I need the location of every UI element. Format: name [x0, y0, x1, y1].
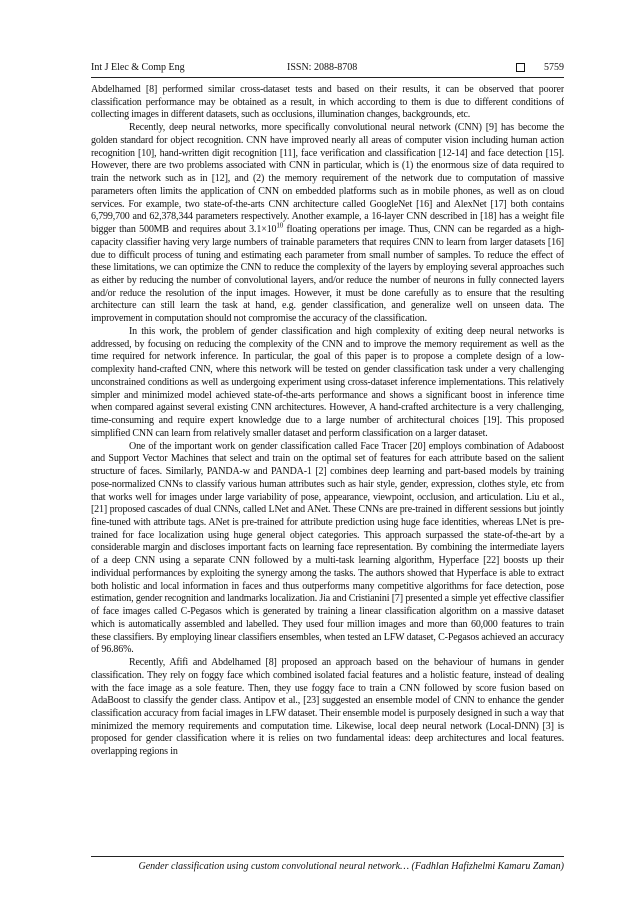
paragraph-2-part-2: floating operations per image. Thus, CNN can be regarded as a high-capacity classifier having very large numbers of trainable parameters that requires CNN to learn from larger datasets [16] due to difficult process of tuning and estimating each parameter from small number of samples. To reduce the effect of these limitations, we can optimize the CNN to reduce the complexity of the layers by employing several approaches such as either by reducing the number of convolutional layers, and/or reduce the number of neurons in fully connected layers and/or reduce the resolution of the input images. However, it must be done carefully as to ensure that the resulting architecture can still learn the task at hand, e.g. gender classification, and generalize well on unseen data. The improvement in computation should not compromise the accuracy of the classification.: [91, 224, 564, 325]
paragraph-3: In this work, the problem of gender classification and high complexity of exiting deep neural networks is addressed, by focusing on reducing the complexity of the CNN and to improve the memory requirement as well as the time required for network inference. In particular, the goal of this paper is to propose a complete design of a low-complexity hand-crafted CNN, where this network will be tested on gender classification task under a very challenging unconstrained conditions as well as undergoing experiment using cross-dataset inference implementations. This relatively simpler and minimized model achieved state-of-the-arts performance and shows a significant boost in inference time when compared against several existing CNN architectures. However, A hand-crafted architecture is a very challenging, time-consuming and require expert knowledge due to a large number of architectural choices [19]. This proposed simplified CNN can learn from relatively smaller dataset and perform classification on a larger dataset.: [91, 325, 564, 439]
checkbox-square-icon: [516, 63, 525, 72]
running-header: [91, 61, 564, 75]
running-footer: Gender classification using custom convolutional neural network… (Fadhlan Hafizhelmi Kamaru Zaman): [138, 861, 564, 872]
exponent-superscript: 10: [276, 221, 284, 230]
header-rule: [91, 77, 564, 78]
body-text: [91, 84, 564, 852]
journal-name: Int J Elec & Comp Eng: [91, 62, 185, 73]
paragraph-2: [91, 122, 564, 326]
footer-rule: [91, 856, 564, 857]
paragraph-4: One of the important work on gender classification called Face Tracer [20] employs combination of Adaboost and Support Vector Machines that select and train on the optimal set of features for each attribute based on the salient structure of faces. Similarly, PANDA-w and PANDA-1 [2] combines deep learning and part-based models by training pose-normalized CNNs to classify various human attributes such as hair style, gender, expression, clothes style, etc from that works well for images under large variability of pose, appearance, viewpoint, occlusion, and articulation. Liu et al., [21] proposed cascades of dual CNNs, called LNet and ANet. These CNNs are pre-trained in different sessions but jointly fine-tuned with attribute tags. ANet is pre-trained for attribute prediction using huge face identities, whereas LNet is pre-trained for face localization using huge general object categories. This approach surpassed the state-of-the-art by a considerable margin and discloses important facts on learning face representation. By combining the intermediate layers of a deep CNN using a separate CNN followed by a multi-task learning algorithm, Hyperface [22] boosts up their individual performances by exploiting the synergy among the tasks. The authors showed that Hyperface is able to extract both holistic and local information in faces and thus outperforms many competitive algorithms for face detection, pose estimation, gender recognition and landmarks localization. Jia and Cristianini [7] presented a simple yet effective classifier of face images called C-Pegasos which is generated by training a linear classification algorithm on a massive dataset which is automatically assembled and labelled. They used four million images and more than 60,000 features to train these classifiers. By employing linear classifiers ensembles, when tested an LFW dataset, C-Pegasos achieved an accuracy of 96.86%.: [91, 440, 564, 656]
paragraph-2-part-1: Recently, deep neural networks, more specifically convolutional neural network (CNN) [9] has become the golden standard for object recognition. CNN have improved nearly all areas of computer vision including human action recognition [10], hand-written digit recognition [11], face verification and classification [12-14] and face detection [15]. However, there are two problems associated with CNN in particular, which is (1) the enormous size of data required to train the network such as in [12], and (2) the memory requirement of the network due to computation of massive parameters often limits the application of CNN on embedded platforms such as in mobile phones, as well as on cloud services. For example, two state-of-the-arts CNN architecture called GoogleNet [16] and AlexNet [17] both contains 6,799,700 and 62,378,344 parameters respectively. Another example, a 16-layer CNN described in [18] has a weight file bigger than 500MB and requires about 3.1×10: [91, 122, 564, 236]
paragraph-1: Abdelhamed [8] performed similar cross-dataset tests and based on their results, it can be observed that poorer classification performance may be obtained as a result, in which according to them is due to different conditions of collecting images in different datasets, such as occlusions, illumination changes, backgrounds, etc.: [91, 84, 564, 121]
page-number: 5759: [544, 62, 564, 73]
paragraph-5: Recently, Afifi and Abdelhamed [8] proposed an approach based on the behaviour of humans in gender classification. They rely on foggy face which combined isolated facial features and a holistic feature, instead of dealing with the face image as a sole feature. Then, they use foggy face to train a CNN followed by score fusion based on AdaBoost to classify the gender class. Antipov et al., [23] suggested an ensemble model of CNN to enhance the gender classification accuracy from facial images in LFW dataset. Their ensemble model is purposely designed in such a way that minimized the memory requirements and computation time. Likewise, local deep neural network (Local-DNN) [3] is proposed for gender classification where it is relies on two fundamental ideas: deep architectures and local features. overlapping regions in: [91, 657, 564, 758]
issn: ISSN: 2088-8708: [287, 62, 358, 73]
